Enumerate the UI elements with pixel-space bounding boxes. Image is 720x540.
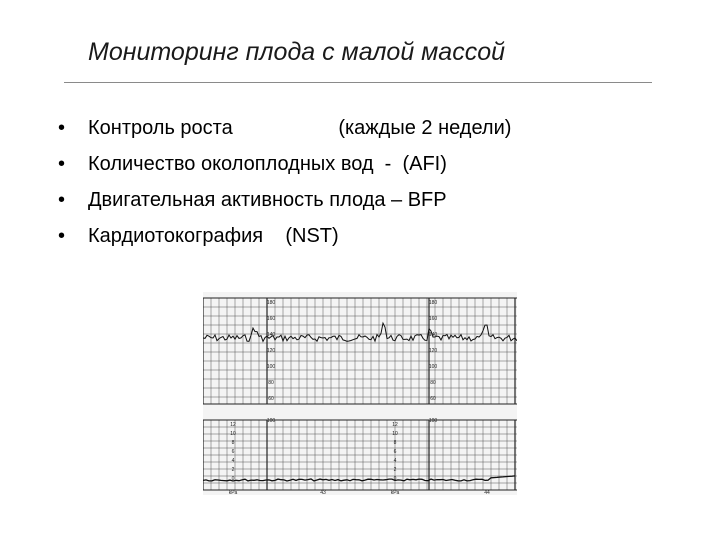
- toco-scale-label: 100: [266, 418, 276, 424]
- slide-title: Мониторинг плода с малой массой: [88, 38, 506, 66]
- fhr-scale-label: 120: [428, 348, 438, 354]
- traces: [203, 323, 517, 481]
- fhr-scale-label: 80: [268, 380, 274, 386]
- fhr-scale-label: 80: [430, 380, 436, 386]
- ctg-strip-image: [203, 292, 517, 495]
- fhr-scale-label: 140: [428, 332, 438, 338]
- fhr-scale-label: 140: [266, 332, 276, 338]
- fhr-scale-label: 100: [266, 364, 276, 370]
- bullet-item: [58, 114, 511, 150]
- paper-label: kPa: [390, 490, 400, 495]
- bullet-item: [58, 150, 511, 186]
- toco-scale-label: 2: [393, 467, 397, 473]
- bullet-dot: •: [58, 225, 66, 247]
- paper-label: kPa: [228, 490, 238, 495]
- toco-trace: [203, 476, 515, 481]
- bullet-dot: •: [58, 153, 66, 175]
- toco-scale-label: 0: [393, 476, 397, 482]
- title-divider: [64, 82, 652, 83]
- bullet-list: [58, 114, 511, 258]
- fhr-scale-label: 120: [266, 348, 276, 354]
- toco-scale-label: 4: [393, 458, 397, 464]
- bullet-dot: •: [58, 117, 66, 139]
- toco-scale-label: 12: [392, 422, 398, 428]
- bullet-text: Количество околоплодных вод - (AFI): [88, 153, 447, 175]
- bullet-text: Кардиотокография (NST): [88, 225, 339, 247]
- toco-scale-label: 10: [392, 431, 398, 437]
- fhr-scale-label: 160: [266, 316, 276, 322]
- bullet-text: Двигательная активность плода – BFP: [88, 189, 447, 211]
- toco-scale-label: 100: [428, 418, 438, 424]
- paper-label: 43: [320, 490, 326, 495]
- bullet-item: [58, 222, 511, 258]
- fhr-trace: [203, 323, 517, 341]
- toco-scale-label: 6: [393, 449, 397, 455]
- toco-scale-label: 8: [393, 440, 397, 446]
- paper-label: 44: [484, 490, 490, 495]
- fhr-scale-label: 100: [428, 364, 438, 370]
- toco-scale-label: 0: [231, 476, 235, 482]
- toco-scale-label: 6: [231, 449, 235, 455]
- fhr-scale-label: 60: [268, 396, 274, 402]
- fhr-scale-label: 180: [266, 300, 276, 306]
- bullet-text: Контроль роста (каждые 2 недели): [88, 117, 512, 139]
- toco-scale-label: 2: [231, 467, 235, 473]
- fhr-scale-label: 160: [428, 316, 438, 322]
- grid-major: [203, 298, 517, 490]
- fhr-scale-label: 180: [428, 300, 438, 306]
- toco-scale-label: 8: [231, 440, 235, 446]
- ctg-graph: [203, 292, 517, 495]
- bullet-dot: •: [58, 189, 66, 211]
- grid-fine: [203, 298, 517, 490]
- bullet-item: [58, 186, 511, 222]
- toco-scale-label: 12: [230, 422, 236, 428]
- toco-scale-label: 4: [231, 458, 235, 464]
- toco-scale-label: 10: [230, 431, 236, 437]
- fhr-scale-label: 60: [430, 396, 436, 402]
